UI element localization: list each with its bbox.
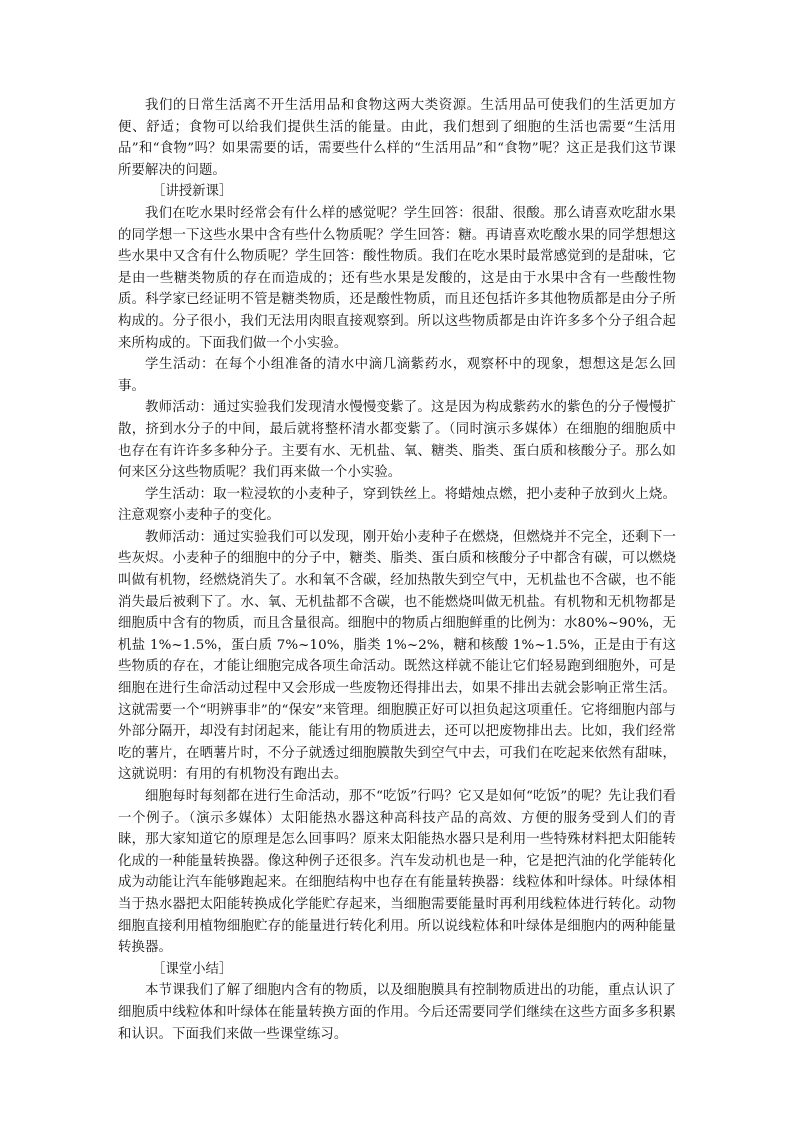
document-page — [118, 95, 676, 1045]
body-paragraph-student-activity-2: 学生活动：取一粒浸软的小麦种子，穿到铁丝上。将蜡烛点燃，把小麦种子放到火上烧。注意观察小麦种子的变化。 — [118, 486, 676, 524]
body-paragraph-student-activity-1: 学生活动：在每个小组准备的清水中滴几滴紫药水，观察杯中的现象，想想这是怎么回事。 — [118, 357, 676, 394]
section-heading-summary: ［课堂小结］ — [152, 961, 233, 977]
body-paragraph-energy: 细胞每时每刻都在进行生命活动，那不“吃饭”行吗？它又是如何“吃饭”的呢？先让我们看一个例子。（演示多媒体）太阳能热水器这种高科技产品的高效、方便的服务受到人们的青睐，那大家知道它的原理是怎么回事吗？原来太阳能热水器只是利用一些特殊材料把太阳能转化成的一种能量转换器。像这种例子还很多。汽车发动机也是一种，它是把汽油的化学能转化成为动能让汽车能够跑起来。在细胞结构中也存在有能量转换器：线粒体和叶绿体。叶绿体相当于热水器把太阳能转换成化学能贮存起来，当细胞需要能量时再利用线粒体进行转化。动物细胞直接利用植物细胞贮存的能量进行转化利用。所以说线粒体和叶绿体是细胞内的两种能量转换器。 — [118, 789, 676, 956]
summary-paragraph: 本节课我们了解了细胞内含有的物质，以及细胞膜具有控制物质进出的功能，重点认识了细胞质中线粒体和叶绿体在能量转换方面的作用。今后还需要同学们继续在这些方面多多积累和认识。下面我们来做一些课堂练习。 — [118, 983, 676, 1042]
body-paragraph-teacher-activity-1: 教师活动：通过实验我们发现清水慢慢变紫了。这是因为构成紫药水的紫色的分子慢慢扩散，挤到水分子的中间，最后就将整杯清水都变紫了。（同时演示多媒体）在细胞的细胞质中也存在有许许多多种分子。主要有水、无机盐、氧、糖类、脂类、蛋白质和核酸分子。那么如何来区分这些物质呢？我们再来做一个小实验。 — [118, 400, 676, 481]
body-paragraph-fruit: 我们在吃水果时经常会有什么样的感觉呢？学生回答：很甜、很酸。那么请喜欢吃甜水果的同学想一下这些水果中含有些什么物质呢？学生回答：糖。再请喜欢吃酸水果的同学想想这些水果中又含有什么物质呢？学生回答：酸性物质。我们在吃水果时最常感觉到的是甜味，它是由一些糖类物质的存在而造成的；还有些水果是发酸的，这是由于水果中含有一些酸性物质。科学家已经证明不管是糖类物质，还是酸性物质，而且还包括许多其他物质都是由分子所构成的。分子很小，我们无法用肉眼直接观察到。所以这些物质都是由许许多多个分子组合起来所构成的。下面我们做一个小实验。 — [118, 205, 676, 351]
intro-paragraph: 我们的日常生活离不开生活用品和食物这两大类资源。生活用品可使我们的生活更加方便、舒适；食物可以给我们提供生活的能量。由此，我们想到了细胞的生活也需要“生活用品”和“食物”吗？如果需要的话，需要些什么样的“生活用品”和“食物”呢？这正是我们这节课所要解决的问题。 — [118, 98, 676, 178]
section-heading-new-lesson: ［讲授新课］ — [152, 184, 233, 200]
body-paragraph-teacher-activity-2: 教师活动：通过实验我们可以发现，刚开始小麦种子在燃烧，但燃烧并不完全，还剩下一些灰烬。小麦种子的细胞中的分子中，糖类、脂类、蛋白质和核酸分子中都含有碳，可以燃烧叫做有机物，经燃烧消失了。水和氧不含碳，经加热散失到空气中，无机盐也不含碳，也不能消失最后被剩下了。水、氧、无机盐都不含碳，也不能燃烧叫做无机盐。有机物和无机物都是细胞质中含有的物质，而且含量很高。细胞中的物质占细胞鲜重的比例为：水80%~90%，无机盐 1%~1.5%，蛋白质 7%~10%，脂类 1%~2%，糖和核酸 1%~1.5%，正是由于有这些物质的存在，才能让细胞完成各项生命活动。既然这样就不能让它们轻易跑到细胞外，可是细胞在进行生命活动过程中又会形成一些废物还得排出去，如果不排出去就会影响正常生活。这就需要一个“明辨事非”的“保安”来管理。细胞膜正好可以担负起这项重任。它将细胞内部与外部分隔开，却没有封闭起来，能让有用的物质进去，还可以把废物排出去。比如，我们经常吃的薯片，在晒薯片时，不分子就透过细胞膜散失到空气中去，可我们在吃起来依然有甜味，这就说明：有用的有机物没有跑出去。 — [118, 529, 676, 783]
